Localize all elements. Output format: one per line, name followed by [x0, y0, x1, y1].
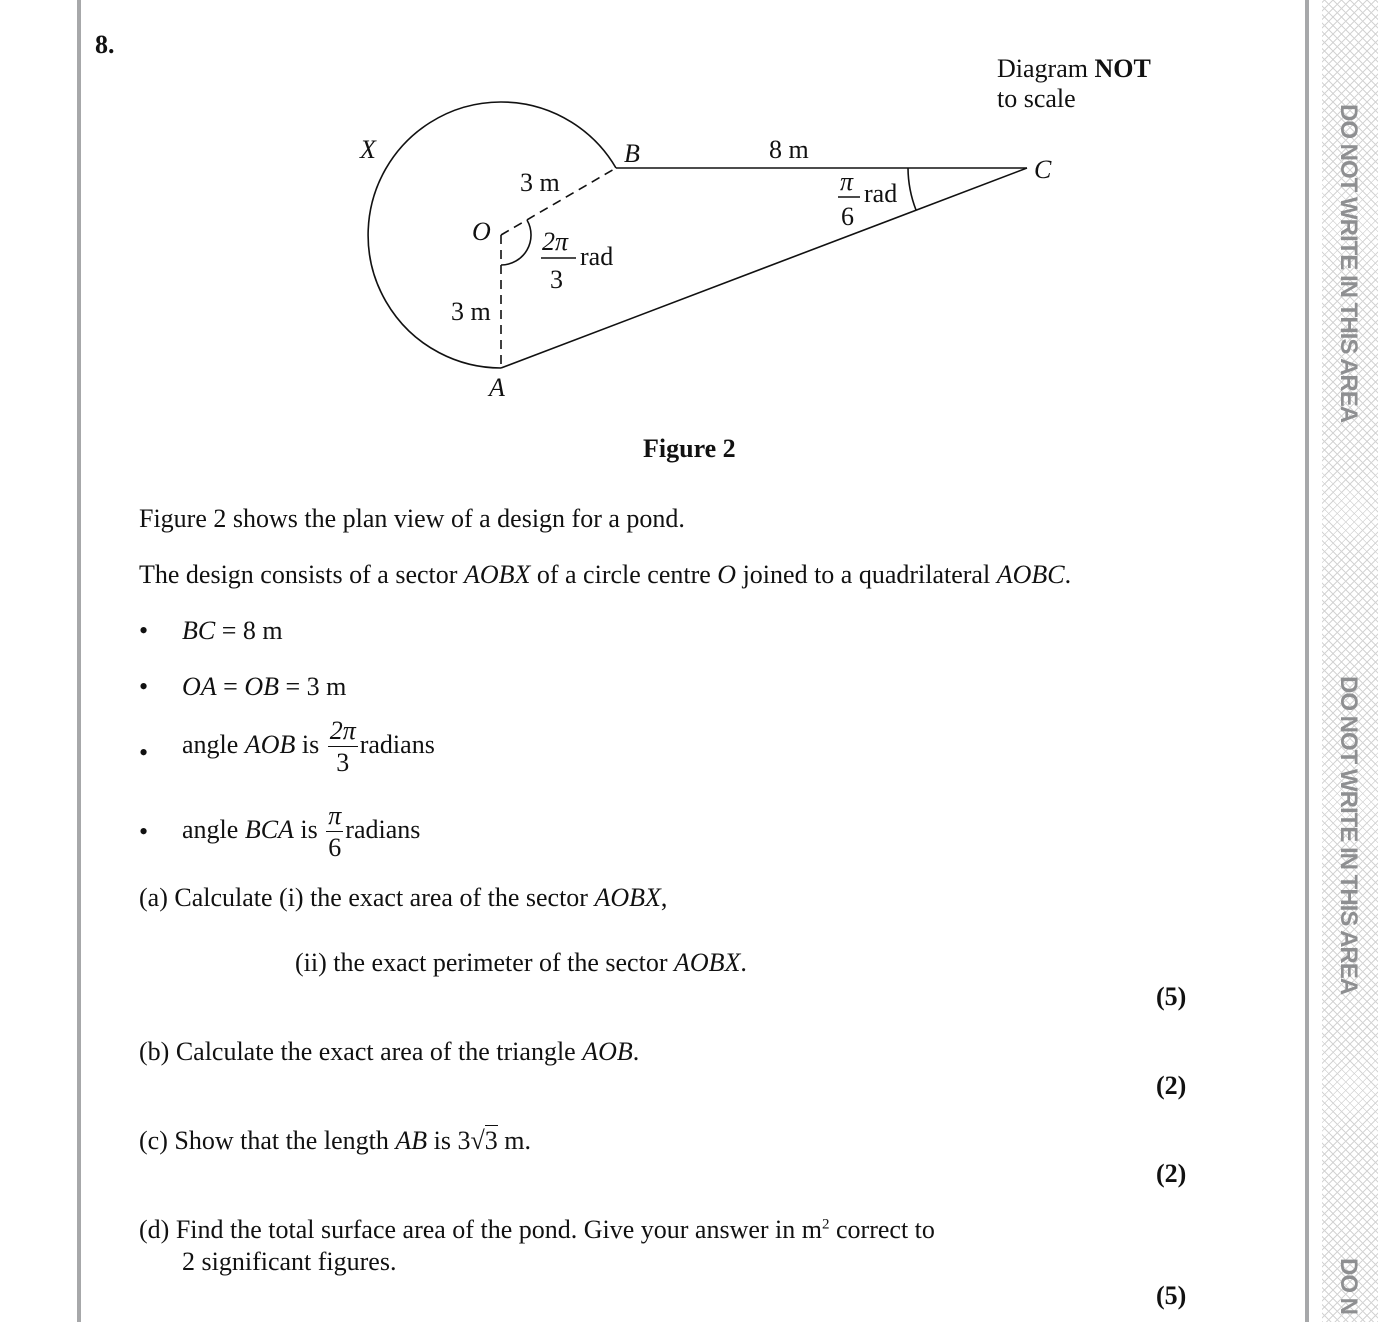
label-x: X — [360, 135, 376, 164]
bullet-oa-ob: OA = OB = 3 m — [182, 672, 347, 701]
diagram-note: Diagram NOT to scale — [997, 54, 1151, 113]
bullet-bc: BC = 8 m — [182, 616, 283, 645]
figure-2-diagram — [0, 0, 1300, 480]
angle-o-den: 3 — [550, 265, 563, 294]
part-a-i: (a) Calculate (i) the exact area of the sector AOBX, — [139, 883, 668, 912]
part-b: (b) Calculate the exact area of the triangle AOB. — [139, 1037, 640, 1066]
margin-warning: DO NOT WRITE IN THIS AREA — [1335, 104, 1362, 423]
bullet-marker: • — [139, 738, 149, 767]
angle-o-unit: rad — [580, 242, 614, 271]
length-bc: 8 m — [769, 135, 809, 164]
intro-text-1: Figure 2 shows the plan view of a design for a pond. — [139, 504, 685, 533]
right-border — [1305, 0, 1309, 1322]
marks-a: (5) — [1156, 982, 1187, 1011]
sector-arc — [368, 102, 616, 368]
angle-c-num: π — [840, 167, 854, 196]
angle-o-num: 2π — [542, 227, 569, 256]
part-a-ii: (ii) the exact perimeter of the sector AOBX. — [295, 948, 747, 977]
bullet-marker: • — [139, 616, 149, 645]
label-c: C — [1034, 155, 1052, 184]
figure-caption: Figure 2 — [643, 434, 736, 463]
margin-warning: DO N — [1335, 1258, 1362, 1314]
marks-c: (2) — [1156, 1159, 1187, 1188]
length-oa: 3 m — [451, 297, 491, 326]
question-number: 8. — [95, 30, 115, 59]
part-d-line2: 2 significant figures. — [182, 1247, 397, 1276]
bullet-marker: • — [139, 817, 149, 846]
part-d: (d) Find the total surface area of the pond. Give your answer in $m^2$ correct to — [139, 1215, 935, 1244]
bullet-marker: • — [139, 672, 149, 701]
bullet-angle-aob: angle AOB is $\frac{2\pi}{3}$ radians — [182, 716, 435, 777]
bullet-angle-bca: angle BCA is $\frac{\pi}{6}$ radians — [182, 801, 421, 862]
part-c: (c) Show that the length AB is 3√3 m. — [139, 1126, 531, 1155]
angle-arc-c — [908, 168, 916, 210]
marks-b: (2) — [1156, 1071, 1187, 1100]
label-o: O — [472, 217, 491, 246]
angle-c-den: 6 — [841, 202, 854, 231]
margin-warning: DO NOT WRITE IN THIS AREA — [1335, 676, 1362, 995]
intro-text-2: The design consists of a sector AOBX of a circle centre O joined to a quadrilateral AOBC. — [139, 560, 1072, 589]
marks-d: (5) — [1156, 1281, 1187, 1310]
angle-c-unit: rad — [864, 179, 898, 208]
label-b: B — [624, 139, 640, 168]
label-a: A — [489, 373, 505, 402]
length-ob: 3 m — [520, 168, 560, 197]
